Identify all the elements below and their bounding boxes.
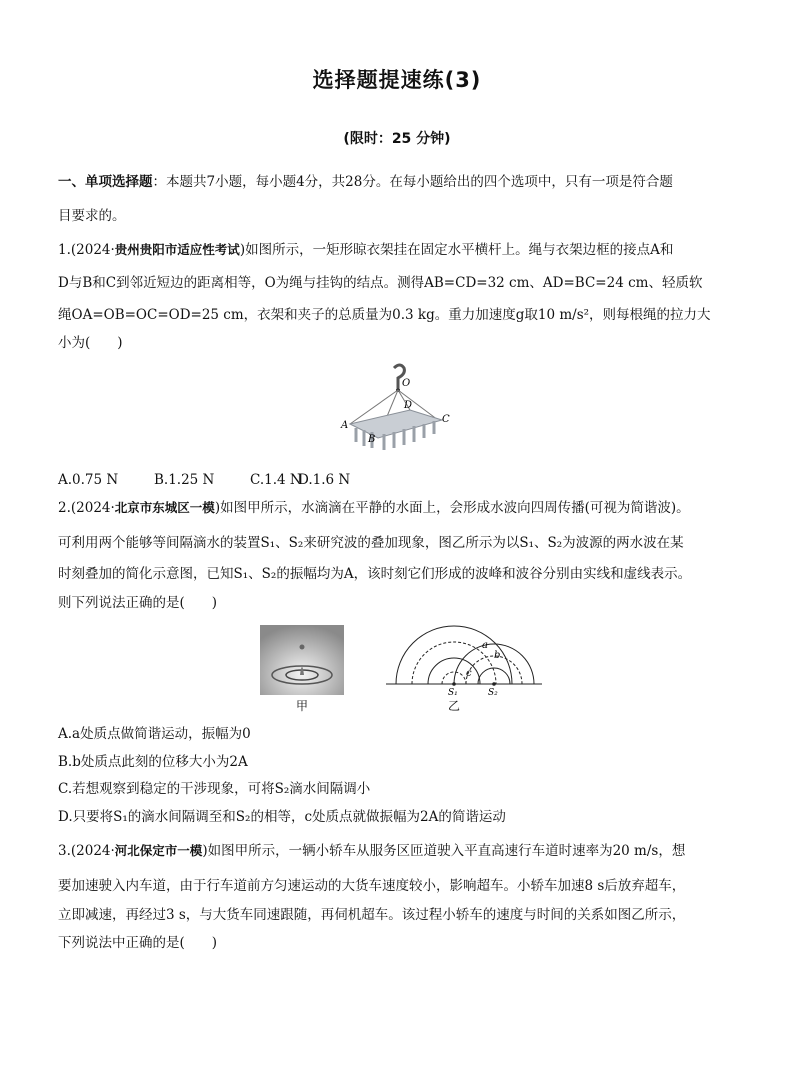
label-d: D <box>404 400 413 411</box>
q3-text1: )如图甲所示，一辆小轿车从服务区匝道驶入平直高速行车道时速率为20 m/s，想 <box>202 843 686 859</box>
q3-line3: 立即减速，再经过3 s，与大货车同速跟随，再伺机超车。该过程小轿车的速度与时间的关系如图乙所示， <box>58 907 686 923</box>
time-limit: (限时：25 分钟) <box>343 131 451 147</box>
q2-option-c: C.若想观察到稳定的干涉现象，可将S₂滴水间隔调小 <box>58 781 371 797</box>
q2-line1 <box>58 498 748 518</box>
section-intro <box>58 172 748 192</box>
q1-option-a: A.0.75 N <box>58 472 119 488</box>
q2-line4: 则下列说法正确的是( ) <box>58 595 218 611</box>
q1-option-b: B.1.25 N <box>154 472 215 488</box>
section-heading: 一、单项选择题 <box>58 174 153 190</box>
q1-line1 <box>58 240 748 260</box>
droplet <box>300 645 305 650</box>
q3-line2: 要加速驶入内车道，由于行车道前方匀速运动的大货车速度较小，影响超车。小轿车加速8 s后放弃超车， <box>58 878 686 894</box>
label-b: B <box>368 434 376 445</box>
q3-line1 <box>58 841 748 861</box>
caption-yi: 乙 <box>448 699 461 713</box>
section-intro-cont: 目要求的。 <box>58 208 126 224</box>
q2-number: 2.(2024· <box>58 500 115 516</box>
wave-interference-diagram <box>384 622 544 696</box>
caption-jia: 甲 <box>296 699 309 713</box>
s2-label: S₂ <box>488 688 498 696</box>
q1-option-c: C.1.4 N <box>250 472 302 488</box>
s1-label: S₁ <box>448 688 458 696</box>
water-drop-photo <box>260 625 344 695</box>
q2-option-d: D.只要将S₁的滴水间隔调至和S₂的相等，c处质点就做振幅为2A的简谐运动 <box>58 809 506 825</box>
label-a: A <box>341 420 349 431</box>
source-s2-point <box>492 682 496 686</box>
point-a-label: a <box>482 640 488 651</box>
point-b-label: b <box>494 650 501 661</box>
q2-line2: 可利用两个能够等间隔滴水的装置S₁、S₂来研究波的叠加现象，图乙所示为以S₁、S₂为波源的两水波在某 <box>58 535 684 551</box>
q2-option-b: B.b处质点此刻的位移大小为2A <box>58 754 248 770</box>
q3-source: 河北保定市一模 <box>114 843 203 858</box>
q1-line3: 绳OA=OB=OC=OD=25 cm，衣架和夹子的总质量为0.3 kg。重力加速度g取10 m/s²，则每根绳的拉力大 <box>58 307 711 323</box>
q2-source: 北京市东城区一模 <box>114 500 215 515</box>
q1-number: 1.(2024· <box>58 242 115 258</box>
q1-source: 贵州贵阳市适应性考试 <box>114 242 240 257</box>
q1-line4: 小为( ) <box>58 335 123 351</box>
source-s1-point <box>452 682 456 686</box>
q1-option-d: D.1.6 N <box>298 472 351 488</box>
label-o: O <box>402 378 411 389</box>
q1-text1: )如图所示，一矩形晾衣架挂在固定水平横杆上。绳与衣架边框的接点A和 <box>239 242 674 258</box>
q2-line3: 时刻叠加的简化示意图，已知S₁、S₂的振幅均为A，该时刻它们形成的波峰和波谷分别由实线和虚线表示。 <box>58 566 692 582</box>
q2-option-a: A.a处质点做简谐运动，振幅为0 <box>58 726 251 742</box>
q3-line4: 下列说法中正确的是( ) <box>58 935 218 951</box>
q1-line2: D与B和C到邻近短边的距离相等，O为绳与挂钩的结点。测得AB=CD=32 cm、AD=BC=24 cm、轻质软 <box>58 275 703 291</box>
point-c-label: c <box>466 668 472 679</box>
section-text: ：本题共7小题，每小题4分，共28分。在每小题给出的四个选项中，只有一项是符合题 <box>152 174 673 190</box>
drying-rack-figure <box>338 358 458 458</box>
label-c: C <box>442 414 450 425</box>
q3-number: 3.(2024· <box>58 843 115 859</box>
page-title: 选择题提速练(3) <box>312 68 482 92</box>
q2-text1: )如图甲所示，水滴滴在平静的水面上，会形成水波向四周传播(可视为简谐波)。 <box>214 500 690 516</box>
